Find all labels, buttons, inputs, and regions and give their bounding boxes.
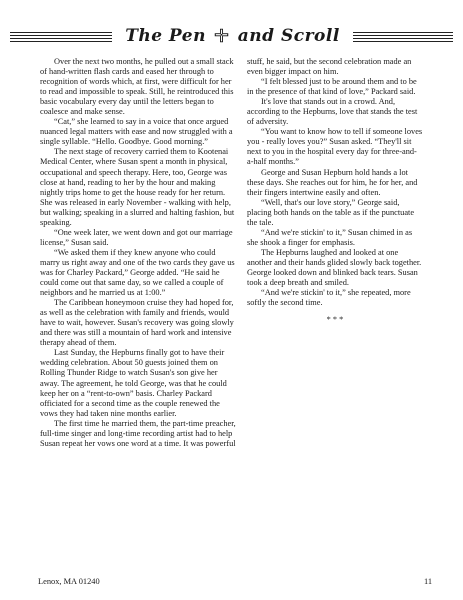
masthead [10, 24, 453, 46]
masthead-title-right: and Scroll [237, 26, 340, 46]
footer-location: Lenox, MA 01240 [38, 577, 100, 586]
masthead-rule-left [10, 32, 112, 44]
paragraph: “Cat,” she learned to say in a voice that once argued nuanced legal matters with ease and now struggled with a single syllable. “Hello. Goodbye. Good morning.” [40, 117, 233, 147]
article-column-right [247, 57, 423, 325]
paragraph: The next stage of recovery carried them to Kootenai Medical Center, where Susan spent a month in physical, occupational and speech therapy. Here, too, George was close at hand, reading to her by the hour and making nightly trips home to get the house ready for her return. She was released in early November - walking with help, but walking; speaking in a slurred and halting fashion, but speaking. [40, 147, 235, 227]
masthead-title-left: The Pen [125, 26, 206, 46]
paragraph: The Caribbean honeymoon cruise they had hoped for, as well as the celebration with family and friends, would have to wait, however. Susan's recovery was going slowly and there was still a mountain of hard work and intensive therapy ahead of them. [40, 298, 234, 348]
masthead-title [116, 24, 349, 48]
page-number: 11 [424, 577, 433, 586]
paragraph: “I felt blessed just to be around them and to be in the presence of that kind of love,” Packard said. [247, 77, 417, 97]
paragraph: “Well, that's our love story,” George said, placing both hands on the table as if the punctuate the tale. [247, 197, 415, 227]
article-column-left [40, 57, 236, 449]
paragraph-continued: stuff, he said, but the second celebration made an even bigger impact on him. [247, 57, 412, 77]
paragraph: “We asked them if they knew anyone who could marry us right away and one of the two cards they gave us was for Charley Packard,” George added. “He said he could come out that same day, so we called a couple of neighbors and he married us at 1:00.” [40, 247, 235, 298]
paragraph: The first time he married them, the part-time preacher, full-time singer and long-time recording artist had to help Susan repeat her vows one word at a time. It was powerful [40, 418, 236, 448]
paragraph: It's love that stands out in a crowd. And, according to the Hepburns, love that stands the test of adversity. [247, 97, 418, 127]
masthead-rule-right [353, 32, 453, 44]
end-mark: * * * [326, 315, 344, 325]
paragraph: “You want to know how to tell if someone loves you - really loves you?” Susan asked. “They'll sit next to you in the hospital every day for three-and-a-half months.” [247, 127, 423, 167]
paragraph: “And we're stickin' to it,” Susan chimed in as she shook a finger for emphasis. [247, 227, 413, 247]
paragraph: “One week later, we went down and got our marriage license,” Susan said. [40, 227, 233, 247]
paragraph: Over the next two months, he pulled out a small stack of hand-written flash cards and eased her through to recognition of words which, at first, were difficult for her to read and impossible to speak. Still, he reintroduced this basic vocabulary every day until the letters began to coalesce and make sense. [40, 57, 234, 117]
cross-emblem-icon [214, 28, 229, 43]
paragraph: Last Sunday, the Hepburns finally got to have their wedding celebration. About 50 guests joined them on Rolling Thunder Ridge to watch Susan's son give her away. The agreement, he told George, was that he could keep her on a “rent-to-own” basis. Charley Packard officiated for a second time as the couple renewed the vows they had taken nine months earlier. [40, 348, 227, 418]
paragraph: “And we're stickin' to it,” she repeated, more softly the second time. [247, 288, 411, 308]
paragraph: The Hepburns laughed and looked at one another and their hands glided slowly back together. George looked down and blinked back tears. Susan took a deep breath and smiled. [247, 247, 422, 288]
paragraph: George and Susan Hepburn hold hands a lot these days. She reaches out for him, he for her, and their fingers intertwine easily and often. [247, 167, 418, 197]
